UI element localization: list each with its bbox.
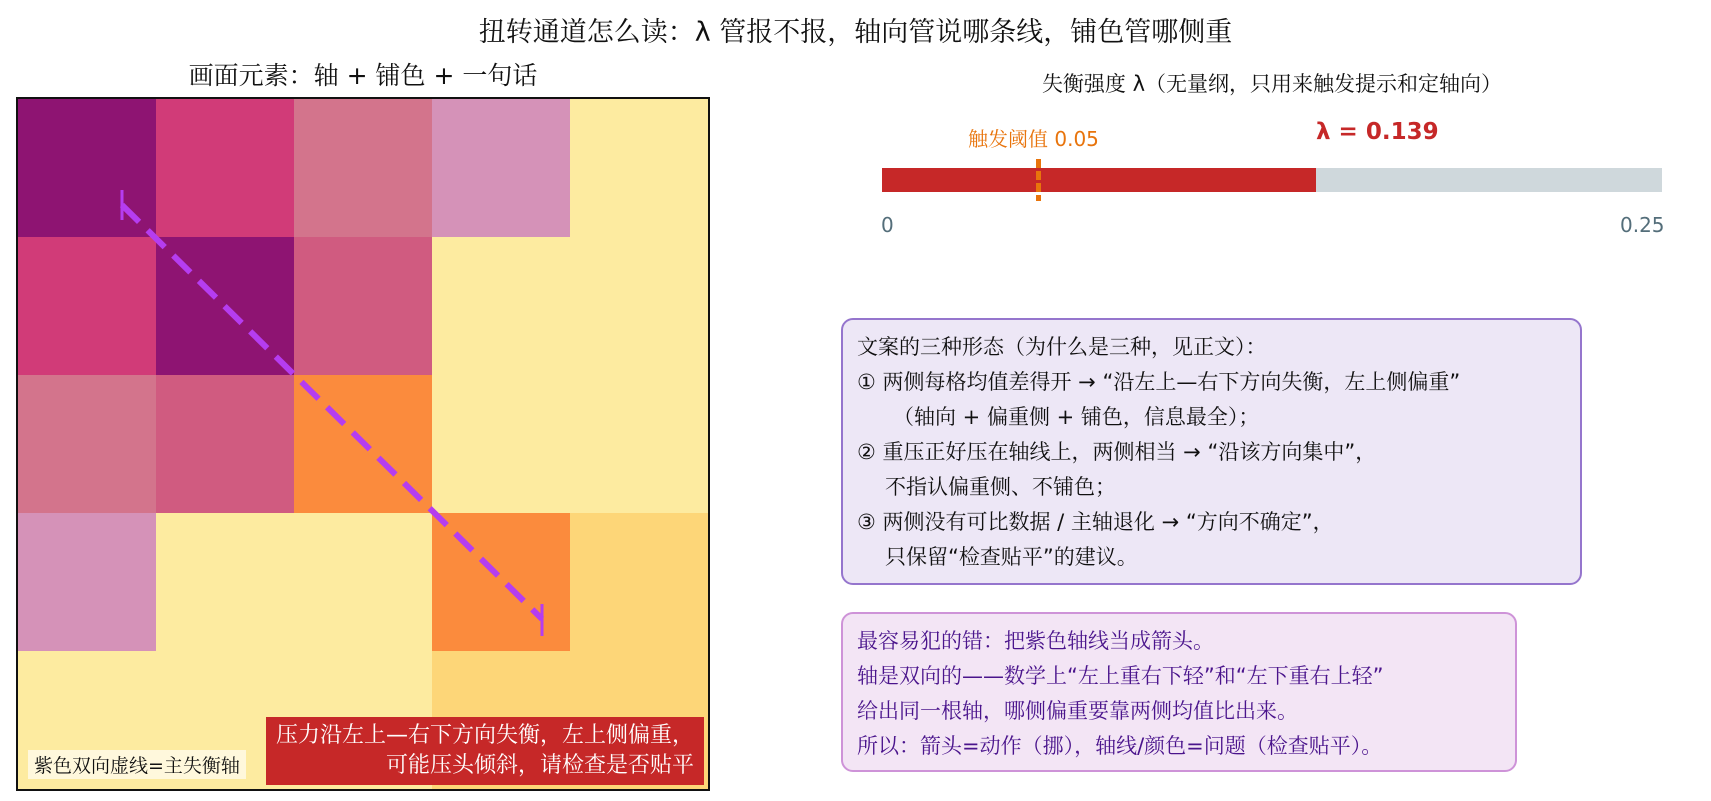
main-title: 扭转通道怎么读：λ 管报不报，轴向管说哪条线，铺色管哪侧重 (478, 17, 1233, 48)
imbalance-axis (18, 99, 708, 789)
pressure-heatmap (16, 97, 710, 791)
verdict-line: 压力沿左上—右下方向失衡，左上侧偏重， (275, 723, 694, 748)
form-3-detail: 只保留“检查贴平”的建议。 (885, 545, 1138, 569)
form-2-detail: 不指认偏重侧、不铺色； (885, 475, 1116, 499)
pitfall-line: 给出同一根轴，哪侧偏重要靠两侧均值比出来。 (857, 699, 1298, 723)
verdict-banner (266, 717, 704, 785)
verdict-line: 可能压头倾斜，请检查是否贴平 (385, 753, 694, 778)
form-3: ③ 两侧没有可比数据 / 主轴退化 → “方向不确定”， (857, 510, 1334, 534)
form-1-detail: （轴向 + 偏重侧 + 铺色，信息最全）； (893, 405, 1260, 429)
axis-legend-note: 紫色双向虚线=主失衡轴 (28, 750, 246, 779)
lambda-title: 失衡强度 λ（无量纲，只用来触发提示和定轴向） (1041, 72, 1503, 96)
threshold-label: 触发阈值 0.05 (968, 127, 1099, 151)
copy-forms-box (841, 318, 1582, 585)
left-panel-subtitle: 画面元素：轴 + 铺色 + 一句话 (188, 61, 538, 90)
lambda-axis-max: 0.25 (1620, 213, 1665, 237)
lambda-bar-track (882, 168, 1662, 192)
forms-heading: 文案的三种形态（为什么是三种，见正文）： (857, 335, 1267, 359)
pitfall-box (841, 612, 1517, 772)
lambda-value-label: λ = 0.139 (1316, 119, 1439, 145)
pitfall-heading: 最容易犯的错：把紫色轴线当成箭头。 (857, 629, 1214, 653)
pitfall-line: 轴是双向的——数学上“左上重右下轻”和“左下重右上轻” (857, 664, 1384, 688)
lambda-axis-min: 0 (881, 213, 894, 237)
threshold-marker (1036, 159, 1041, 201)
pitfall-line: 所以：箭头=动作（挪），轴线/颜色=问题（检查贴平）。 (857, 734, 1383, 758)
form-2: ② 重压正好压在轴线上，两侧相当 → “沿该方向集中”， (857, 440, 1377, 464)
form-1: ① 两侧每格均值差得开 → “沿左上—右下方向失衡，左上侧偏重” (857, 370, 1461, 394)
lambda-bar-fill (882, 168, 1316, 192)
